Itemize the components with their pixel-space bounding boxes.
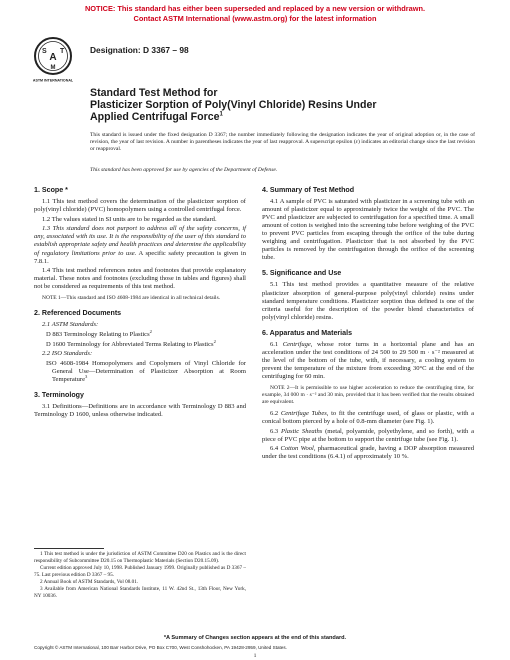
footnote-divider xyxy=(34,548,104,549)
significance-heading: 5. Significance and Use xyxy=(262,269,342,278)
title-line-1: Standard Test Method for xyxy=(90,87,218,99)
paragraph-6-1: 6.1 Centrifuge, whose rotor turns in a horizontal plane and has an acceleration under the test conditions of 24 500 to 29 500 m · s⁻² measured at the level of the bottom of the tube, with, if necessary, a cooling system to prevent the temperature of the mixture from exceeding 30°C at the end of the centrifuging for 60 min. xyxy=(262,340,474,380)
reference-d1600: D 1600 Terminology for Abbreviated Terms Relating to Plastics$^2$ xyxy=(46,338,216,348)
paragraph-1-2: 1.2 The values stated in SI units are to be regarded as the standard. xyxy=(42,215,217,223)
referenced-documents-heading: 2. Referenced Documents xyxy=(34,309,122,318)
reference-iso4608: ISO 4608-1984 Homopolymers and Copolymers of Vinyl Chloride for General Use—Determination of Plasticizer Absorption at Room Temperature$^3$ xyxy=(46,359,246,384)
paragraph-4-1: 4.1 A sample of PVC is saturated with plasticizer in a screening tube with an amount of plasticizer equal to approximately twice the weight of the PVC. The PVC and plasticizer are subjected to centrifugation for a specified time. A small amount of cotton is weighed into the screening tube before weighing of the PVC to prevent PVC particles from escaping through the orifice of the tube during weighing and centrifugation. Plasticizer that is not absorbed by the PVC particles is removed by the centrifugation through the orifice of the screening tube. xyxy=(262,198,474,262)
supersession-notice: NOTICE: This standard has either been superseded and replaced by a new version or withdrawn. xyxy=(84,4,426,13)
svg-text:A: A xyxy=(49,52,57,63)
reference-d883: D 883 Terminology Relating to Plastics$^2$ xyxy=(46,328,152,339)
paragraph-5-1: 5.1 This test method provides a quantitative measure of the relative plasticizer absorption of general-purpose poly(vinyl chloride) resins under standard temperature conditions. Plasticizer sorption thus defined is one of the criteria useful for the description of the powder blend characteristics of poly(vinyl chloride) resins. xyxy=(262,281,474,321)
astm-logo xyxy=(32,36,74,84)
iso-standards-subheading: 2.2 ISO Standards: xyxy=(42,350,93,358)
footnote-1: 1 This test method is under the jurisdiction of ASTM Committee D20 on Plastics and is the direct responsibility of Subcommittee D20.15 on Thermoplastic Materials (Section D20.15.09). xyxy=(34,551,246,564)
paragraph-3-1: 3.1 Definitions—Definitions are in accordance with Terminology D 883 and Terminology D 1600, unless otherwise indicated. xyxy=(34,403,246,419)
title-line-3: Applied Centrifugal Force$^1$ xyxy=(90,111,223,123)
dod-approval-statement: This standard has been approved for use by agencies of the Department of Defense. xyxy=(90,167,278,173)
issued-statement: This standard is issued under the fixed designation D 3367; the number immediately following the designation indicates the year of original adoption or, in the case of revision, the year of last revision. A number in parentheses indicates the year of last reapproval. A superscript epsilon (ε) indicates an editorial change since the last revision or reapproval. xyxy=(90,132,475,153)
copyright-line: Copyright © ASTM International, 100 Barr Harbor Drive, PO Box C700, West Conshohocken, PA 19428-2959, United States. xyxy=(34,645,287,650)
footnote-1-edition: Current edition approved July 10, 1998. Published January 1999. Originally published as D 3367 – 75. Last previous edition D 3367 – 95. xyxy=(34,564,246,578)
note-2: NOTE 2—It is permissible to use higher acceleration to reduce the centrifuging time, for example, 34 000 m · s⁻² and 30 min, provided that it has been verified that the results obtained are equivalent. xyxy=(262,384,474,405)
summary-heading: 4. Summary of Test Method xyxy=(262,186,355,194)
right-column xyxy=(262,186,474,463)
footnotes xyxy=(34,551,246,600)
summary-of-changes-note: *A Summary of Changes section appears at the end of this standard. xyxy=(163,635,347,641)
title-line-2: Plasticizer Sorption of Poly(Vinyl Chloride) Resins Under xyxy=(90,99,377,111)
paragraph-1-3: 1.3 This standard does not purport to address all of the safety concerns, if any, associated with its use. It is the responsibility of the user of this standard to establish appropriate safety and health practices and determine the applicability of regulatory limitations prior to use. A specific safety precaution is given in 7.8.1. xyxy=(34,225,246,265)
footnote-3: 3 Available from American National Standards Institute, 11 W. 42nd St., 13th Floor, New York, NY 10036. xyxy=(34,586,246,599)
footnote-2: 2 Annual Book of ASTM Standards, Vol 08.01. xyxy=(40,578,139,585)
terminology-heading: 3. Terminology xyxy=(34,391,84,400)
svg-text:ASTM INTERNATIONAL: ASTM INTERNATIONAL xyxy=(32,78,74,83)
designation: Designation: D 3367 – 98 xyxy=(90,45,189,55)
contact-notice: Contact ASTM International (www.astm.org) for the latest information xyxy=(133,14,377,23)
astm-standards-subheading: 2.1 ASTM Standards: xyxy=(42,321,99,329)
note-1: NOTE 1—This standard and ISO 4608-1984 are identical in all technical details. xyxy=(42,295,221,302)
page-number: 1 xyxy=(253,653,257,659)
title-footnote-mark: 1 xyxy=(219,111,223,118)
svg-text:M: M xyxy=(50,65,56,71)
svg-text:S: S xyxy=(42,48,47,55)
svg-text:T: T xyxy=(60,48,65,55)
left-column xyxy=(34,186,246,421)
paragraph-1-1: 1.1 This test method covers the determination of the plasticizer sorption of poly(vinyl chloride) (PVC) homopolymers using a controlled centrifugal force. xyxy=(34,198,246,214)
paragraph-6-4: 6.4 Cotton Wool, pharmaceutical grade, having a DOP absorption measured under the test conditions (6.4.1) of approximately 10 %. xyxy=(262,445,474,461)
document-title xyxy=(90,87,470,123)
paragraph-6-3: 6.3 Plastic Sheaths (metal, polyamide, polyethylene, and so forth), with a piece of PVC pipe at the bottom to support the centrifuge tube (see Fig. 1). xyxy=(262,427,475,443)
paragraph-6-2: 6.2 Centrifuge Tubes, to fit the centrifuge used, of glass or plastic, with a conical bottom pierced by a hole of 0.8-mm diameter (see Fig. 1). xyxy=(262,409,475,426)
scope-heading: 1. Scope * xyxy=(34,186,68,194)
apparatus-heading: 6. Apparatus and Materials xyxy=(262,328,353,337)
paragraph-1-4: 1.4 This test method references notes and footnotes that provide explanatory material. These notes and footnotes (excluding those in tables and figures) shall not be considered as requirements of this test method. xyxy=(34,267,246,291)
